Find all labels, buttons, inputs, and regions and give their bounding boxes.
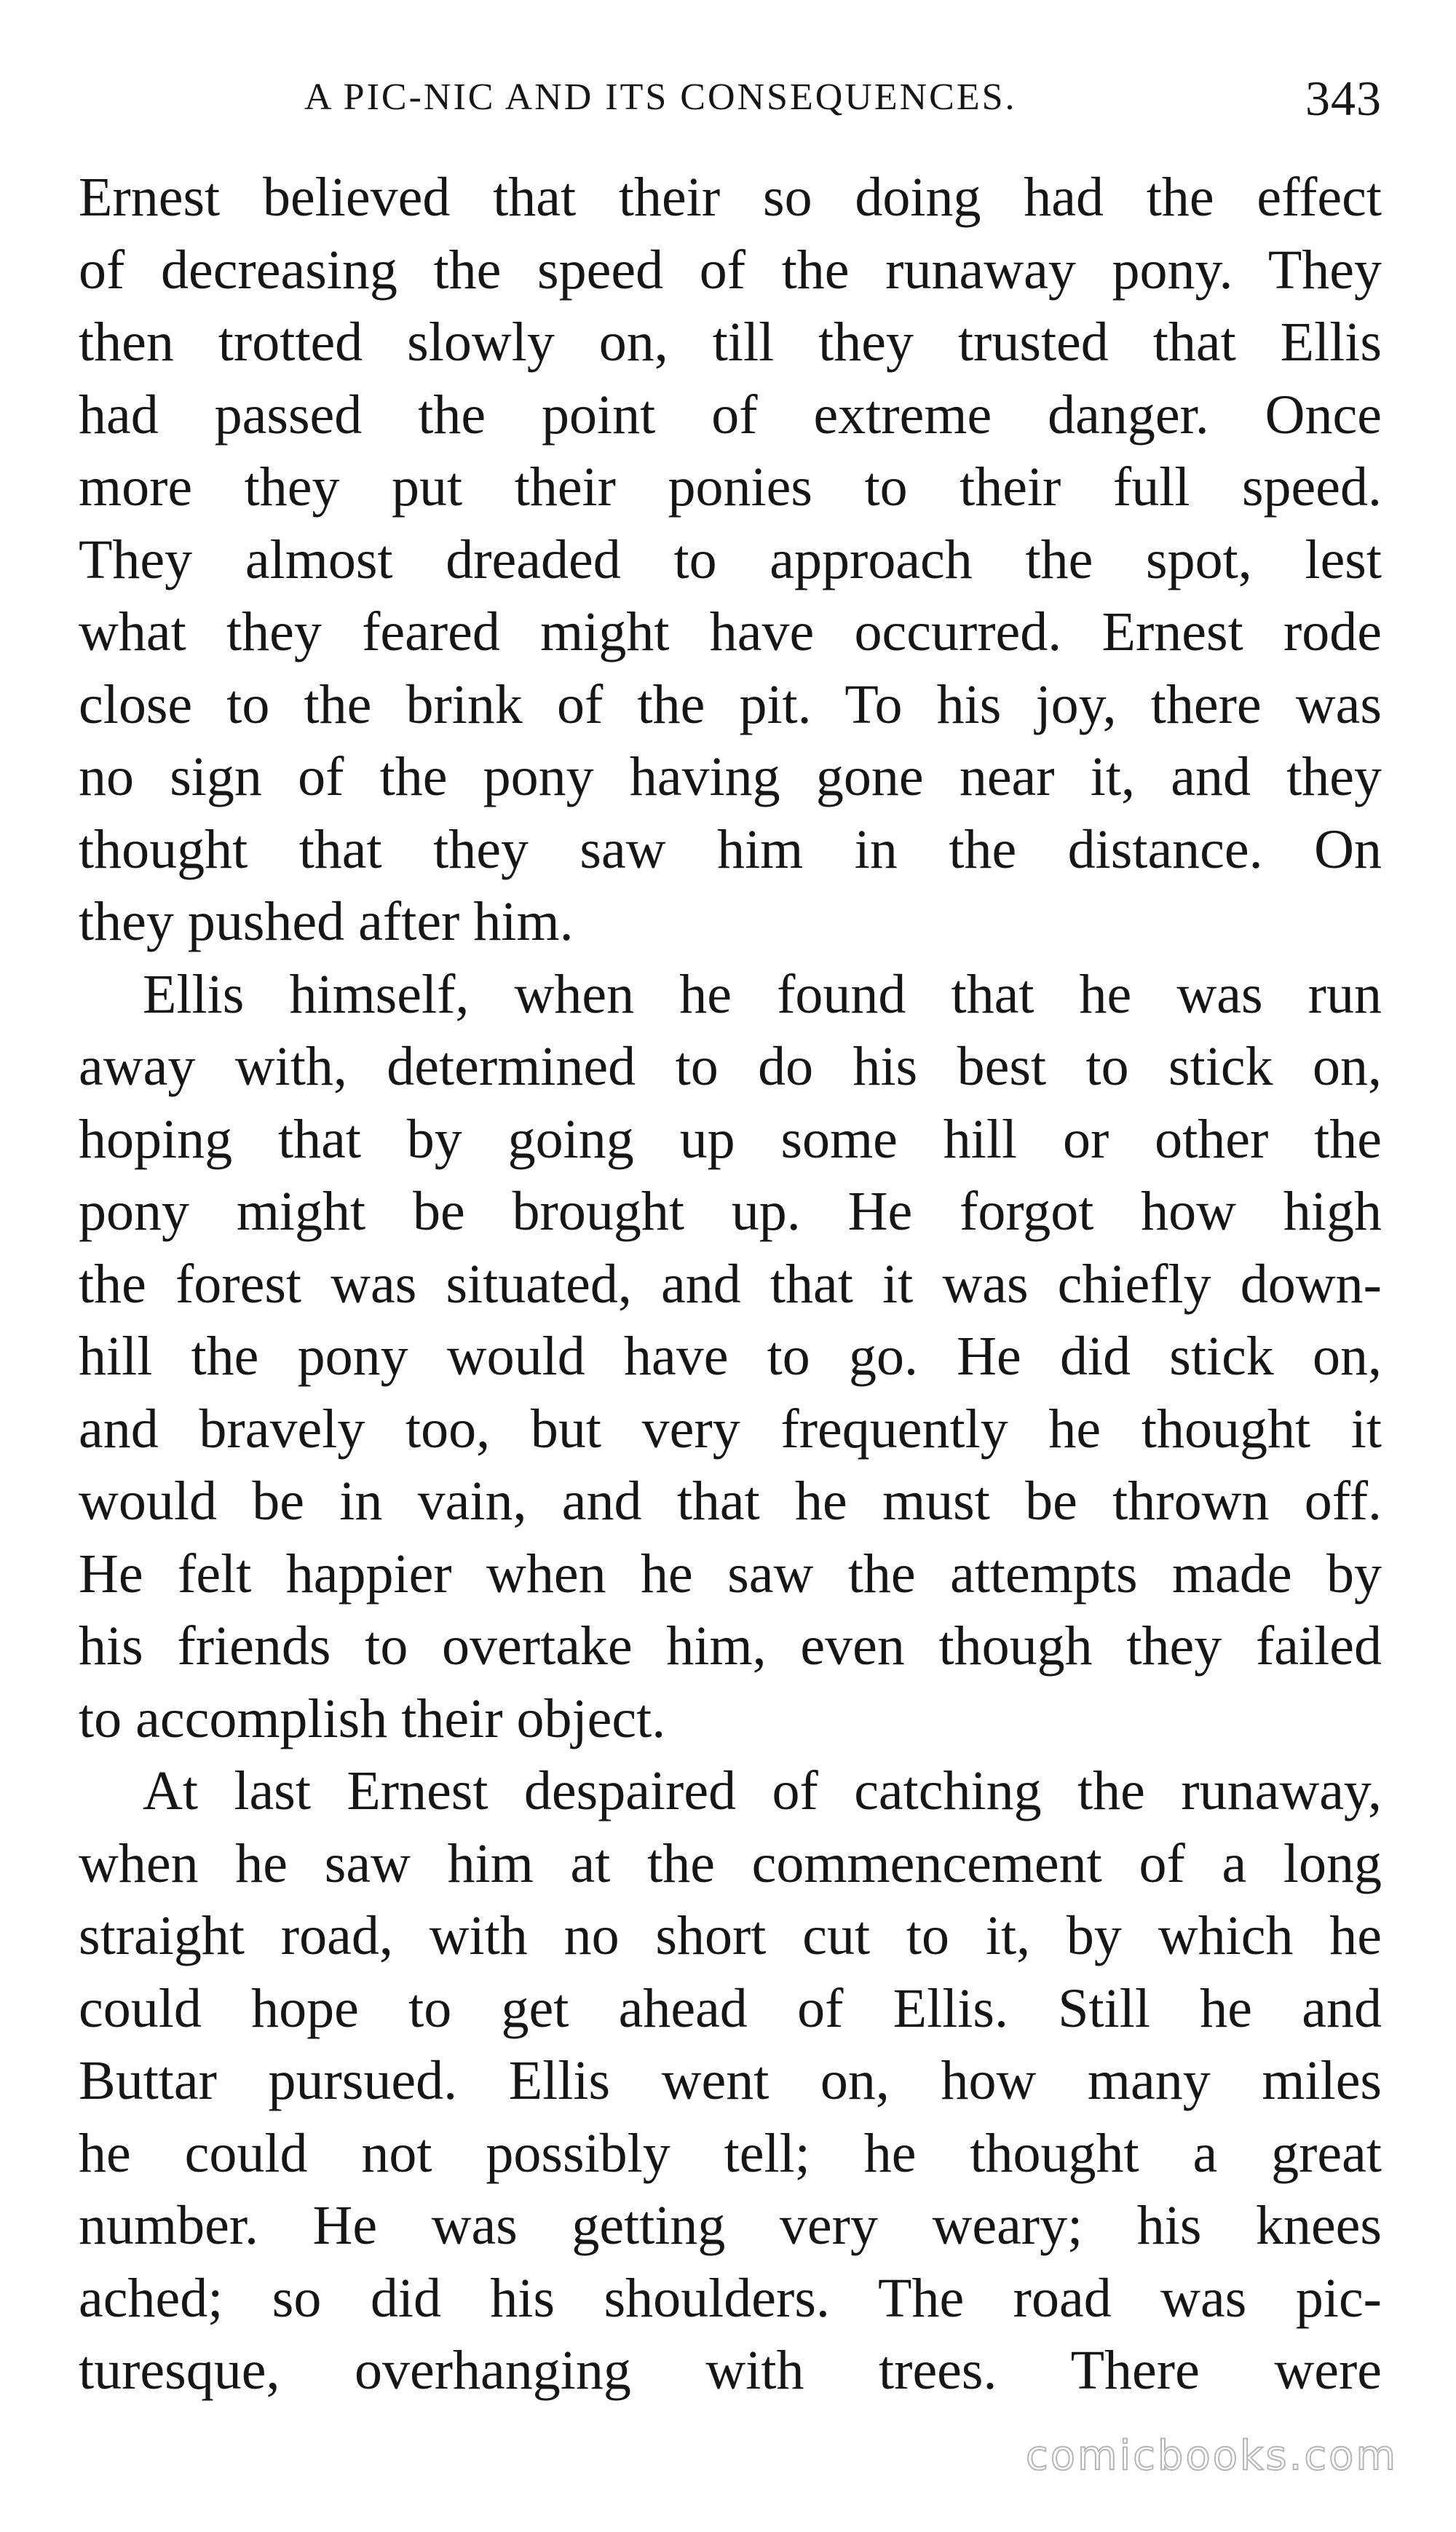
text-line: ached; so did his shoulders. The road was pic-	[79, 2267, 1382, 2329]
text-line: no sign of the pony having gone near it, and they	[79, 746, 1382, 807]
text-line: to accomplish their object.	[79, 1688, 666, 1749]
page-number: 343	[1305, 71, 1382, 126]
text-line: they pushed after him.	[79, 891, 574, 952]
text-line: hoping that by going up some hill or other the	[79, 1108, 1382, 1170]
text-line: close to the brink of the pit. To his joy, there was	[79, 673, 1382, 735]
text-line: had passed the point of extreme danger. Once	[79, 384, 1382, 446]
text-line: pony might be brought up. He forgot how high	[79, 1181, 1382, 1242]
text-line: straight road, with no short cut to it, by which he	[79, 1905, 1382, 1966]
text-line: of decreasing the speed of the runaway pony. They	[79, 239, 1382, 301]
text-line: thought that they saw him in the distance. On	[79, 818, 1382, 880]
text-line: At last Ernest despaired of catching the runaway,	[143, 1760, 1382, 1821]
text-line: when he saw him at the commencement of a long	[79, 1832, 1382, 1894]
text-line: Ellis himself, when he found that he was run	[143, 963, 1382, 1025]
body-text	[79, 162, 1382, 2408]
text-line: would be in vain, and that he must be thrown off.	[79, 1471, 1382, 1532]
text-line: Buttar pursued. Ellis went on, how many miles	[79, 2050, 1382, 2111]
text-line: what they feared might have occurred. Ernest rode	[79, 601, 1382, 662]
text-line: hill the pony would have to go. He did stick on,	[79, 1326, 1382, 1387]
text-line: could hope to get ahead of Ellis. Still he and	[79, 1977, 1382, 2039]
text-line: They almost dreaded to approach the spot, lest	[79, 529, 1382, 590]
text-line: Ernest believed that their so doing had the effect	[79, 167, 1382, 228]
text-line: away with, determined to do his best to stick on,	[79, 1036, 1382, 1097]
watermark: comicbooks.com	[1025, 2432, 1398, 2480]
paragraph-3	[79, 1755, 1382, 2408]
running-head	[79, 70, 1382, 128]
text-line: He felt happier when he saw the attempts made by	[79, 1543, 1382, 1605]
text-line: and bravely too, but very frequently he thought it	[79, 1398, 1382, 1460]
text-line: he could not possibly tell; he thought a great	[79, 2122, 1382, 2184]
text-line: number. He was getting very weary; his knees	[79, 2195, 1382, 2256]
text-line: his friends to overtake him, even though they failed	[79, 1615, 1382, 1677]
text-line: turesque, overhanging with trees. There were	[79, 2340, 1382, 2401]
running-title: A PIC-NIC AND ITS CONSEQUENCES.	[304, 76, 1017, 118]
text-line: then trotted slowly on, till they trusted that Ellis	[79, 312, 1382, 373]
text-line: more they put their ponies to their full speed.	[79, 456, 1382, 518]
paragraph-2	[79, 959, 1382, 1756]
paragraph-1	[79, 162, 1382, 959]
text-line: the forest was situated, and that it was chiefly down-	[79, 1253, 1382, 1315]
